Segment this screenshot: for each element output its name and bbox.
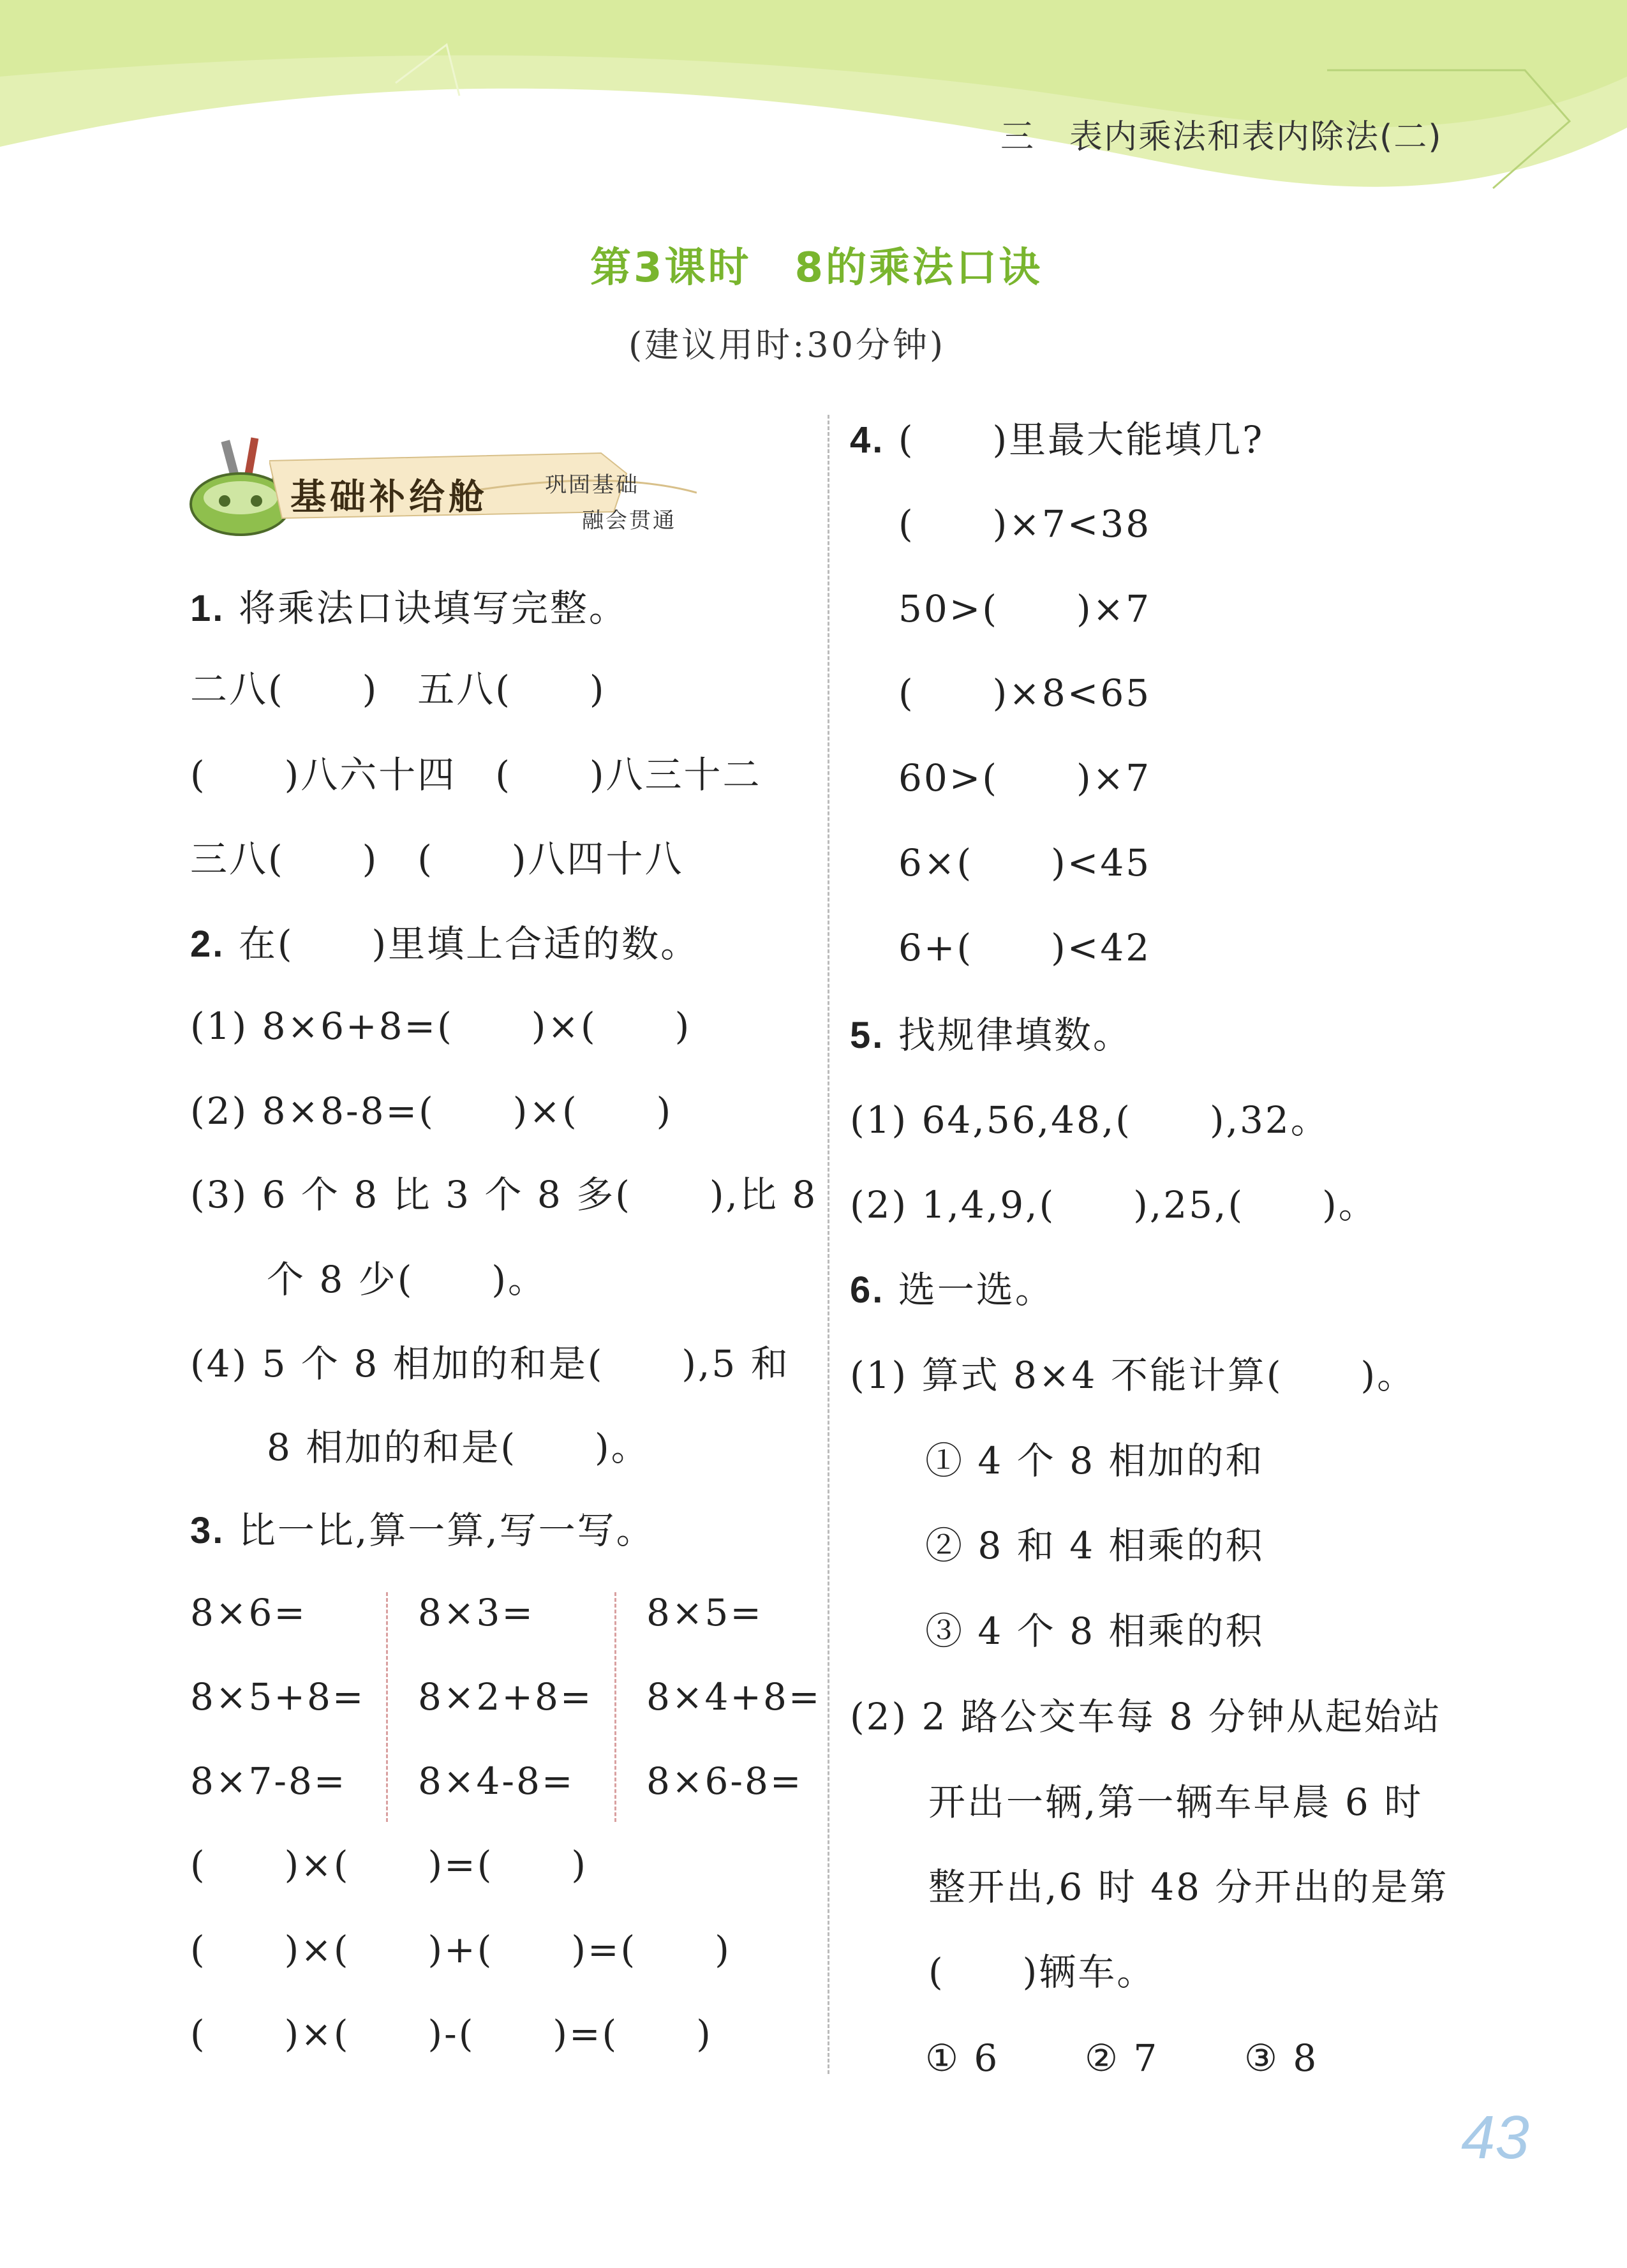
question-3 (190, 1509, 655, 1552)
q6-part2-line: (2) 2 路公交车每 8 分钟从起始站 (850, 1695, 1442, 1738)
question-4 (850, 418, 1265, 461)
column-divider (828, 415, 829, 2074)
q6-part1: (1) 算式 8×4 不能计算( )。 (850, 1354, 1416, 1397)
header-band (0, 0, 1627, 204)
q3-template: ( )×( )-( )=( ) (190, 2012, 713, 2055)
lesson-title: 第3课时 8的乘法口诀 (590, 244, 1043, 292)
question-1-number: 1. (190, 588, 225, 629)
q6-part1-option: ③ 4 个 8 相乘的积 (925, 1609, 1265, 1653)
q2-line: (4) 5 个 8 相加的和是( ),5 和 (190, 1342, 790, 1385)
question-5-number: 5. (850, 1015, 885, 1056)
q4-line: ( )×7<38 (898, 502, 1152, 546)
question-4-number: 4. (850, 419, 885, 461)
q3-grid-divider (386, 1592, 388, 1822)
q2-line: (1) 8×6+8=( )×( ) (190, 1004, 692, 1048)
q4-line: 50>( )×7 (898, 587, 1152, 630)
q1-row: ( )八六十四 ( )八三十二 (190, 753, 762, 796)
question-3-text: 比一比,算一算,写一写。 (238, 1509, 655, 1552)
q2-line: (2) 8×8-8=( )×( ) (190, 1089, 673, 1133)
q3-expression: 8×6-8= (646, 1759, 803, 1803)
q4-line: ( )×8<65 (898, 671, 1152, 715)
q6-part2-line: ( )辆车。 (928, 1950, 1156, 1994)
question-1-text: 将乘法口诀填写完整。 (238, 586, 628, 630)
question-5 (850, 1013, 1132, 1057)
section-badge (186, 434, 697, 536)
q1-row: 三八( ) ( )八四十八 (190, 837, 684, 881)
q2-line: 8 相加的和是( )。 (267, 1426, 650, 1469)
q3-expression: 8×4+8= (646, 1675, 822, 1719)
q1-row: 二八( ) 五八( ) (190, 668, 606, 711)
q3-template: ( )×( )=( ) (190, 1843, 588, 1886)
question-4-text: ( )里最大能填几? (898, 418, 1265, 461)
q6-part1-option: ② 8 和 4 相乘的积 (925, 1524, 1265, 1567)
badge-tagline-1: 巩固基础 (545, 472, 639, 498)
q3-expression: 8×5+8= (190, 1675, 366, 1719)
question-6-number: 6. (850, 1269, 885, 1311)
q3-template: ( )×( )+( )=( ) (190, 1928, 731, 1971)
q4-line: 6×( )<45 (898, 841, 1152, 884)
q3-expression: 8×5= (646, 1591, 763, 1634)
question-5-text: 找规律填数。 (898, 1013, 1132, 1057)
q3-expression: 8×4-8= (418, 1759, 575, 1803)
q4-line: 60>( )×7 (898, 756, 1152, 800)
q6-part2-line: 开出一辆,第一辆车早晨 6 时 (928, 1780, 1423, 1824)
q6-part2-line: 整开出,6 时 48 分开出的是第 (928, 1865, 1449, 1909)
question-1 (190, 586, 628, 630)
question-2 (190, 922, 700, 966)
q6-part2-option: ② 7 (1085, 2036, 1159, 2080)
chapter-heading: 三 表内乘法和表内除法(二) (1000, 118, 1443, 156)
q6-part1-option: ① 4 个 8 相加的和 (925, 1439, 1265, 1482)
q4-line: 6+( )<42 (898, 926, 1152, 969)
page-number: 43 (1461, 2103, 1529, 2172)
suggested-time: (建议用时:30分钟) (628, 325, 946, 365)
q3-expression: 8×3= (418, 1591, 535, 1634)
badge-label: 基础补给舱 (290, 476, 488, 518)
question-3-number: 3. (190, 1510, 225, 1551)
question-6 (850, 1268, 1054, 1311)
q2-line: 个 8 少( )。 (267, 1258, 547, 1301)
q3-expression: 8×7-8= (190, 1759, 347, 1803)
q5-line: (1) 64,56,48,( ),32。 (850, 1098, 1330, 1142)
question-2-text: 在( )里填上合适的数。 (238, 922, 700, 966)
q6-part2-option: ③ 8 (1244, 2036, 1319, 2080)
q5-line: (2) 1,4,9,( ),25,( )。 (850, 1183, 1378, 1227)
q3-expression: 8×2+8= (418, 1675, 593, 1719)
question-6-text: 选一选。 (898, 1268, 1054, 1311)
q3-grid-divider (614, 1592, 616, 1822)
question-2-number: 2. (190, 923, 225, 965)
badge-tagline-2: 融会贯通 (582, 508, 676, 533)
q6-part2-option: ① 6 (925, 2036, 1000, 2080)
q2-line: (3) 6 个 8 比 3 个 8 多( ),比 8 (190, 1173, 818, 1216)
q3-expression: 8×6= (190, 1591, 307, 1634)
